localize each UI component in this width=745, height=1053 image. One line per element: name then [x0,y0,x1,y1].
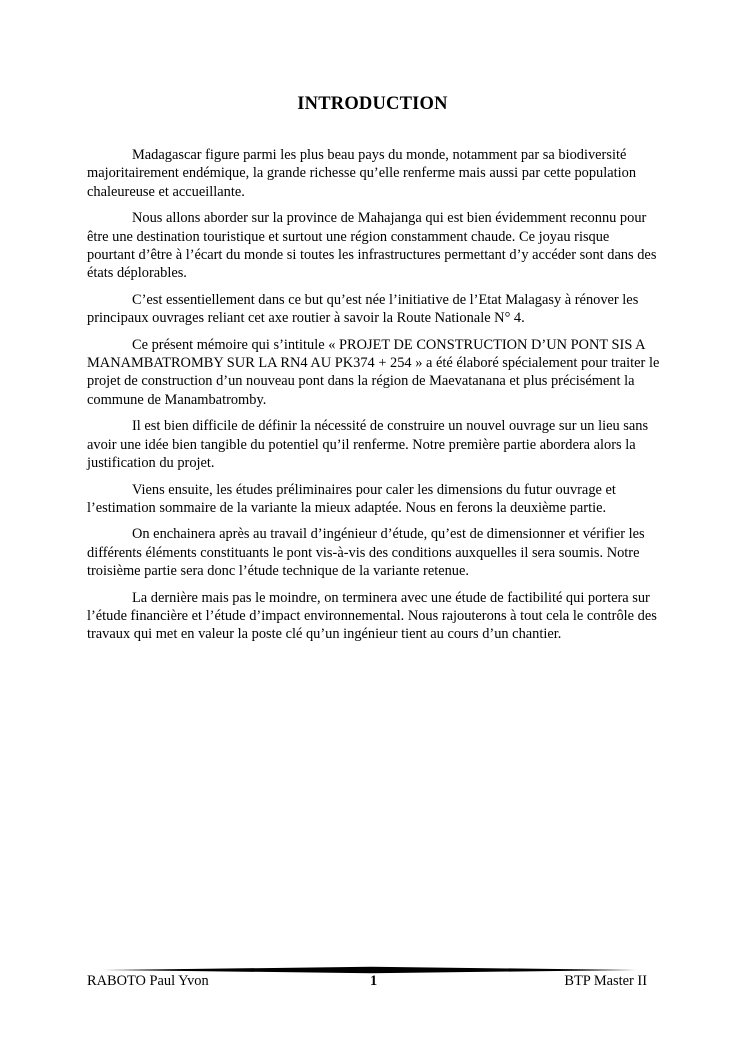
body-text [87,146,660,652]
paragraph: Il est bien difficile de définir la nécessité de construire un nouvel ouvrage sur un lieu sans avoir une idée bien tangible du potentiel qu’il renferme. Notre première partie abordera alors la justification du projet. [87,418,649,472]
paragraph: C’est essentiellement dans ce but qu’est née l’initiative de l’Etat Malagasy à rénover les principaux ouvrages reliant cet axe routier à savoir la Route Nationale N° 4. [87,291,639,327]
footer-course: BTP Master II [564,973,647,989]
paragraph: Madagascar figure parmi les plus beau pays du monde, notamment par sa biodiversité majoritairement endémique, la grande richesse qu’elle renferme mais aussi par cette population chaleureuse et accueillante. [87,147,637,200]
page-number: 1 [370,973,378,989]
page-footer [87,973,647,993]
page-title: INTRODUCTION [297,94,448,114]
paragraph: Nous allons aborder sur la province de Mahajanga qui est bien évidemment reconnu pour être une destination touristique et surtout une région constamment chaude. Ce joyau risque pourtant d’être à l’écart du monde si toutes les infrastructures permettant d’y accéder sont dans des états déplorables. [87,210,657,282]
paragraph: On enchainera après au travail d’ingénieur d’étude, qu’est de dimensionner et vérifier les différents éléments constituants le pont vis-à-vis des conditions auxquelles il sera soumis. Notre troisième partie sera donc l’étude technique de la variante retenue. [87,526,645,580]
footer-author: RABOTO Paul Yvon [87,973,209,989]
paragraph: Viens ensuite, les études préliminaires pour caler les dimensions du futur ouvrage et l’estimation sommaire de la variante la mieux adaptée. Nous en ferons la deuxième partie. [87,481,616,516]
paragraph: La dernière mais pas le moindre, on terminera avec une étude de factibilité qui portera sur l’étude financière et l’étude d’impact environnemental. Nous rajouterons à tout cela le contrôle des travaux qui met en valeur la poste clé qu’un ingénieur tient au cours d’un chantier. [87,589,657,643]
paragraph: Ce présent mémoire qui s’intitule « PROJET DE CONSTRUCTION D’UN PONT SIS A MANAMBATROMBY SUR LA RN4 AU PK374 + 254 » a été élaboré spécialement pour traiter le projet de construction d’un nouveau pont dans la région de Maevatanana et plus précisément la commune de Manambatromby. [87,336,660,408]
